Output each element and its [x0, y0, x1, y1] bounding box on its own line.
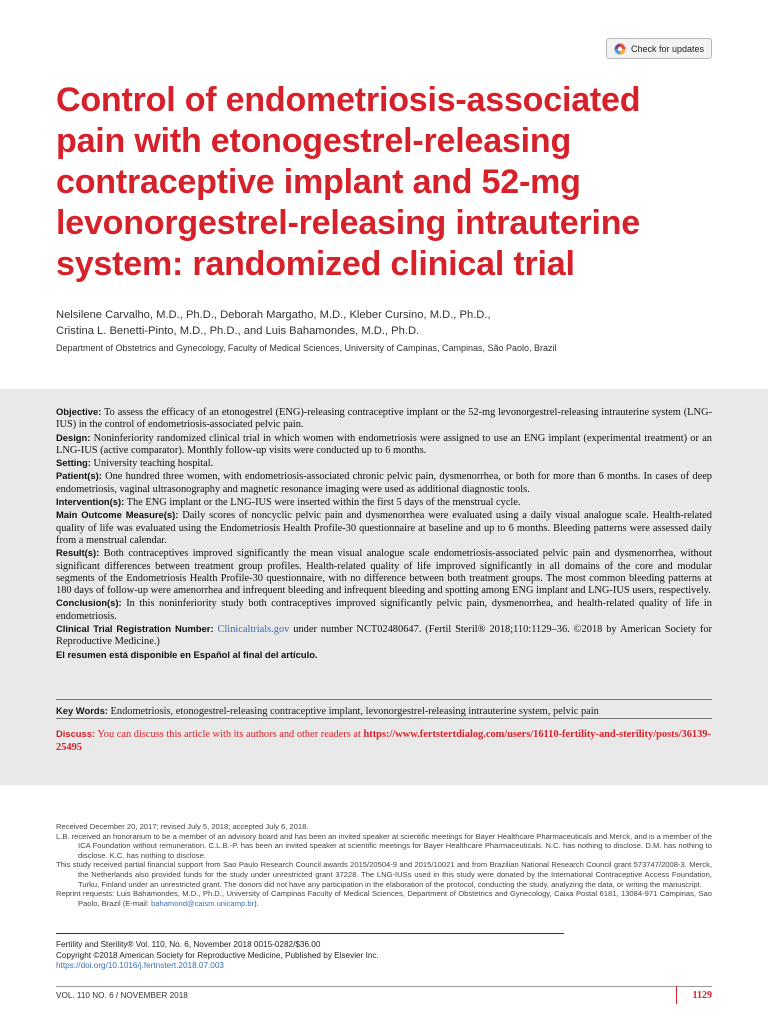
author-list [56, 307, 716, 339]
outcome-text: Daily scores of noncyclic pelvic pain and dysmenorrhea were evaluated using a daily visual analogue scale. Health-related quality of life was evaluated using the Endometriosis Health Profile-30 questionnaire at baseline and up to 6 months. Bleeding patterns were assessed daily from a menstrual calendar. [56, 510, 712, 546]
design-text: Noninferiority randomized clinical trial in which women with endometriosis were assigned to use an ENG implant (experimental treatment) or an LNG-IUS (active comparator). Monthly follow-up visits were conducted up to 6 months. [56, 432, 712, 456]
abstract-design [56, 432, 712, 458]
keywords [56, 705, 712, 718]
abstract-registration [56, 623, 712, 649]
keywords-top-divider [56, 699, 712, 700]
design-label: Design: [56, 431, 91, 443]
abstract-interventions [56, 496, 712, 509]
discuss-link[interactable]: https://www.fertstertdialog.com/users/16110-fertility-and-sterility/posts/36139-25495 [56, 729, 711, 753]
discuss [56, 727, 712, 754]
keywords-label: Key Words: [56, 705, 108, 716]
abstract-outcome [56, 509, 712, 547]
setting-label: Setting: [56, 457, 91, 469]
footnotes [56, 822, 712, 908]
footer-divider [56, 986, 712, 987]
abstract-patients [56, 470, 712, 496]
footer-volume: VOL. 110 NO. 6 / NOVEMBER 2018 [56, 991, 188, 1000]
journal-line-2: Copyright ©2018 American Society for Reproductive Medicine, Published by Elsevier Inc. [56, 950, 379, 960]
affiliation: Department of Obstetrics and Gynecology, Faculty of Medical Sciences, University of Campinas, Campinas, São Paolo, Brazil [56, 343, 557, 353]
abstract [56, 406, 712, 662]
results-text: Both contraceptives improved significantly the mean visual analogue scale endometriosis-associated pelvic pain and dysmenorrhea, without significant differences between treatment group profiles. Health-related quality of life improved significantly in all domains of the core and modular segments of the Endometriosis Health Profile-30 questionnaire, with no difference between both treatment groups. The most common bleeding patterns at 180 days of follow-up were amenorrhea and infrequent bleeding and infrequent bleeding and spotting among ENG implant and LNG-IUS users, respectively. [56, 548, 712, 597]
objective-label: Objective: [56, 406, 102, 417]
abstract-setting [56, 457, 712, 470]
interventions-label: Intervention(s): [56, 496, 125, 508]
setting-text: University teaching hospital. [93, 458, 214, 470]
registration-label: Clinical Trial Registration Number: [56, 623, 214, 635]
abstract-results [56, 547, 712, 597]
abstract-spanish-note [56, 649, 712, 662]
discuss-label: Discuss: [56, 728, 96, 739]
registration-text: under number NCT02480647. (Fertil Steril® 2018;110:1129–36. ©2018 by American Society for Reproductive Medicine.) [56, 624, 712, 648]
page-number: 1129 [692, 990, 712, 1001]
doi-link[interactable]: https://doi.org/10.1016/j.fertnstert.2018.07.003 [56, 961, 224, 970]
spanish-note[interactable]: El resumen está disponible en Español al final del artículo. [56, 648, 318, 660]
keywords-bottom-divider [56, 718, 712, 719]
abstract-box [0, 389, 768, 785]
patients-label: Patient(s): [56, 470, 102, 482]
check-for-updates-label: Check for updates [631, 43, 705, 54]
conclusions-text: In this noninferiority study both contraceptives improved significantly pelvic pain, dysmenorrhea, and health-related quality of life in endometriosis. [56, 598, 712, 622]
clinicaltrials-link[interactable]: Clinicaltrials.gov [217, 624, 290, 636]
objective-text: To assess the efficacy of an etonogestrel (ENG)-releasing contraceptive implant or the 52-mg levonorgestrel-releasing intrauterine system (LNG-IUS) in the control of endometriosis-associated pelvic pain. [56, 407, 712, 431]
outcome-label: Main Outcome Measure(s): [56, 509, 179, 521]
footnote-funding: This study received partial financial support from Sao Paulo Research Council awards 2015/20504-9 and 2015/10021 and from Brazilian National Research Council grant 573747/2008-3. Merck, the Netherlands also provided funds for the study under unrestricted grant 37228. The LNG-IUSs used in this study were donated by the International Contraceptive Access Foundation, Turku, Finland under an unrestricted grant. The donors did not have any participation in the elaboration of the protocol, conducting the study, analyzing the data, or writing the manuscript. [56, 860, 712, 889]
abstract-conclusions [56, 597, 712, 623]
keywords-text: Endometriosis, etonogestrel-releasing contraceptive implant, levonorgestrel-releasing intrauterine system, pelvic pain [110, 706, 599, 717]
patients-text: One hundred three women, with endometriosis-associated chronic pelvic pain, dysmenorrhea, or both for more than 6 months. In cases of deep endometriosis, vaginal ultrasonography and magnetic resonance imaging were used as additional diagnostic tools. [56, 471, 712, 495]
authors-line-1: Nelsilene Carvalho, M.D., Ph.D., Deborah Margatho, M.D., Kleber Cursino, M.D., Ph.D., [56, 309, 491, 321]
reprint-end: ). [254, 898, 259, 908]
crossmark-icon [614, 43, 626, 55]
discuss-text: You can discuss this article with its authors and other readers at [97, 729, 361, 740]
reprint-text: Reprint requests: Luis Bahamondes, M.D., Ph.D., University of Campinas Faculty of Medical Sciences, Department of Obstetrics and Gynecology, Caixa Postal 6181, 13084-971 Campinas, Sao Paolo, Brazil (E-mail: [56, 889, 712, 908]
reprint-email-link[interactable]: bahamond@caism.unicamp.br [151, 898, 255, 908]
authors-line-2: Cristina L. Benetti-Pinto, M.D., Ph.D., and Luis Bahamondes, M.D., Ph.D. [56, 325, 420, 337]
footnote-reprint [56, 889, 712, 908]
journal-info [56, 940, 656, 972]
abstract-objective [56, 406, 712, 432]
article-title: Control of endometriosis-associated pain with etonogestrel-releasing contraceptive implant and 52-mg levonorgestrel-releasing intrauterine system: randomized clinical trial [56, 81, 641, 283]
results-label: Result(s): [56, 547, 100, 559]
footnote-received: Received December 20, 2017; revised July 5, 2018; accepted July 6, 2018. [56, 822, 309, 831]
journal-line-1: Fertility and Sterility® Vol. 110, No. 6, November 2018 0015-0282/$36.00 [56, 940, 321, 949]
page-number-separator [676, 986, 677, 1004]
conclusions-label: Conclusion(s): [56, 597, 122, 609]
footnote-disclosure: L.B. received an honorarium to be a member of an advisory board and has been an invited speaker at scientific meetings for Bayer Healthcare Pharmaceuticals and Merck, and is a member of the ICA Foundation without remuneration. C.L.B.-P. has been an invited speaker at scientific meetings for Bayer Healthcare Pharmaceuticals. N.C. has nothing to disclose. D.M. has nothing to disclose. K.C. has nothing to disclose. [56, 831, 712, 860]
check-for-updates-button[interactable] [606, 38, 712, 59]
journal-divider [56, 933, 564, 934]
interventions-text: The ENG implant or the LNG-IUS were inserted within the first 5 days of the menstrual cycle. [126, 497, 521, 509]
